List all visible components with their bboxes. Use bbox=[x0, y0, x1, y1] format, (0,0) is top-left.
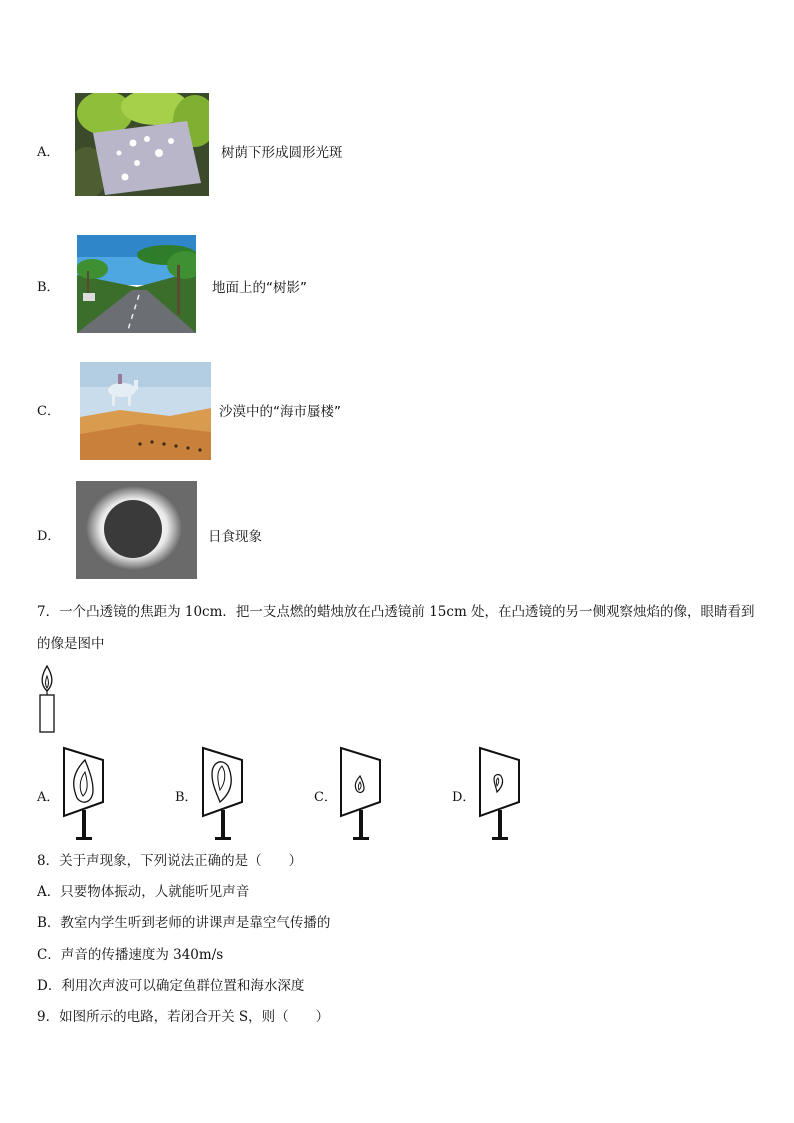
option-b-letter: B． bbox=[37, 280, 60, 295]
q7-option-b-screen bbox=[198, 746, 246, 842]
q7-option-d-screen bbox=[475, 746, 523, 842]
photo-road-tree-shadow bbox=[77, 235, 196, 333]
q7-option-a-letter: A． bbox=[37, 790, 60, 805]
option-c-letter: C． bbox=[37, 404, 60, 419]
option-a-letter: A． bbox=[37, 145, 60, 160]
q7-option-c-letter: C． bbox=[314, 790, 337, 805]
option-d-letter: D． bbox=[37, 529, 61, 544]
photo-desert-mirage bbox=[80, 362, 211, 460]
q7-stem-line2: 的像是图中 bbox=[37, 636, 105, 652]
q8-option-a: A．只要物体振动，人就能听见声音 bbox=[37, 884, 250, 900]
q7-option-b-letter: B． bbox=[175, 790, 198, 805]
q9-stem: 9．如图所示的电路，若闭合开关 S，则（ ） bbox=[37, 1009, 330, 1025]
option-b-caption: 地面上的“树影” bbox=[212, 280, 307, 296]
option-a-caption: 树荫下形成圆形光斑 bbox=[221, 145, 343, 161]
photo-solar-eclipse bbox=[76, 481, 197, 579]
q8-option-b: B．教室内学生听到老师的讲课声是靠空气传播的 bbox=[37, 915, 331, 931]
q8-option-d: D．利用次声波可以确定鱼群位置和海水深度 bbox=[37, 978, 305, 994]
q7-option-c-screen bbox=[336, 746, 384, 842]
q8-stem: 8．关于声现象，下列说法正确的是（ ） bbox=[37, 853, 303, 869]
q7-stem-line1: 7．一个凸透镜的焦距为 10cm．把一支点燃的蜡烛放在凸透镜前 15cm 处，在凸透镜的另一侧观察烛焰的像，眼睛看到 bbox=[37, 604, 755, 620]
q8-option-c: C．声音的传播速度为 340m/s bbox=[37, 947, 224, 963]
q7-option-a-screen bbox=[59, 746, 107, 842]
q7-option-d-letter: D． bbox=[452, 790, 476, 805]
candle-figure bbox=[37, 664, 59, 734]
option-c-caption: 沙漠中的“海市蜃楼” bbox=[219, 404, 341, 420]
photo-leaf-light-spots bbox=[75, 93, 209, 196]
option-d-caption: 日食现象 bbox=[208, 529, 262, 545]
